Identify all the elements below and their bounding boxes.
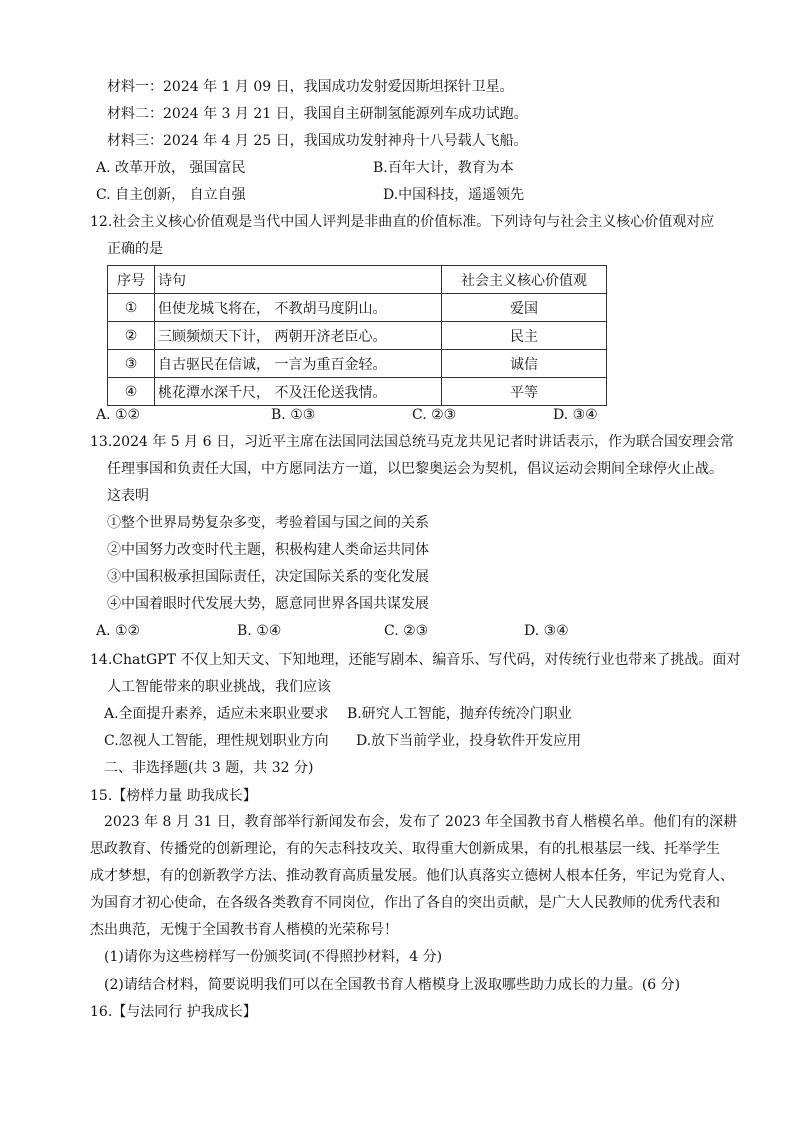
q12-option-c: C. ②③ xyxy=(412,407,457,423)
section-heading: 二、非选择题(共 3 题，共 32 分) xyxy=(104,760,314,776)
table-cell: ① xyxy=(108,294,155,322)
table-cell: 爱国 xyxy=(442,294,607,322)
table-cell: 三顾频烦天下计， 两朝开济老臣心。 xyxy=(155,322,442,350)
q12-stem: 12.社会主义核心价值观是当代中国人评判是非曲直的价值标准。下列诗句与社会主义核心价值观对应 xyxy=(90,214,715,230)
q11-option-a: A. 改革开放， 强国富民 xyxy=(96,160,246,176)
material-2: 材料二：2024 年 3 月 21 日，我国自主研制氢能源列车成功试跑。 xyxy=(107,106,528,122)
table-cell: ② xyxy=(108,322,155,350)
q15-title: 15.【榜样力量 助我成长】 xyxy=(90,788,257,804)
table-cell: 桃花潭水深千尺， 不及汪伦送我情。 xyxy=(155,378,442,406)
q15-paragraph-line: 2023 年 8 月 31 日，教育部举行新闻发布会，发布了 2023 年全国教书育人楷模名单。他们有的深耕 xyxy=(104,814,738,830)
q13-item-1: ①整个世界局势复杂多变，考验着国与国之间的关系 xyxy=(107,515,429,531)
q12-stem-cont: 正确的是 xyxy=(107,241,163,257)
q14-option-d: D.放下当前学业，投身软件开发应用 xyxy=(356,733,582,749)
q12-option-b: B. ①③ xyxy=(271,407,316,423)
q13-item-3: ③中国积极承担国际责任，决定国际关系的变化发展 xyxy=(107,569,429,585)
q15-paragraph-line: 成才梦想，有的创新教学方法、推动教育高质量发展。他们认真落实立德树人根本任务，牢记为党育人、 xyxy=(90,868,734,884)
material-3: 材料三：2024 年 4 月 25 日，我国成功发射神舟十八号载人飞船。 xyxy=(107,133,528,149)
q14-stem: 14.ChatGPT 不仅上知天文、下知地理，还能写剧本、编音乐、写代码，对传统行业也带来了挑战。面对 xyxy=(90,652,741,668)
q13-option-d: D. ③④ xyxy=(524,623,569,639)
table-header: 诗句 xyxy=(155,266,442,294)
q11-option-c: C. 自主创新， 自立自强 xyxy=(96,187,246,203)
q11-option-d: D.中国科技，遥遥领先 xyxy=(383,187,525,203)
q13-stem-cont2: 这表明 xyxy=(107,488,149,504)
table-cell: 自古驱民在信诚， 一言为重百金轻。 xyxy=(155,350,442,378)
q12-option-d: D. ③④ xyxy=(553,407,598,423)
material-1: 材料一：2024 年 1 月 09 日，我国成功发射爱因斯坦探针卫星。 xyxy=(107,79,514,95)
table-header: 序号 xyxy=(108,266,155,294)
table-header-row xyxy=(108,266,607,294)
q15-sub-question-1: (1)请你为这些榜样写一份颁奖词(不得照抄材料，4 分) xyxy=(104,949,443,965)
q15-paragraph-line: 杰出典范，无愧于全国教书育人楷模的光荣称号！ xyxy=(90,922,398,938)
q13-option-b: B. ①④ xyxy=(237,623,282,639)
q12-option-a: A. ①② xyxy=(96,407,141,423)
q12-table xyxy=(107,265,607,406)
q14-option-c: C.忽视人工智能，理性规划职业方向 xyxy=(104,733,329,749)
q14-option-a: A.全面提升素养，适应未来职业要求 xyxy=(104,706,329,722)
table-row xyxy=(108,350,607,378)
table-header: 社会主义核心价值观 xyxy=(442,266,607,294)
table-cell: ④ xyxy=(108,378,155,406)
table-cell: 民主 xyxy=(442,322,607,350)
q13-option-a: A. ①② xyxy=(96,623,141,639)
table-row xyxy=(108,378,607,406)
q11-option-b: B.百年大计，教育为本 xyxy=(373,160,514,176)
table-cell: 诚信 xyxy=(442,350,607,378)
q16-title: 16.【与法同行 护我成长】 xyxy=(90,1004,257,1020)
q13-stem-cont: 任理事国和负责任大国，中方愿同法方一道，以巴黎奥运会为契机，倡议运动会期间全球停火止战。 xyxy=(107,461,723,477)
q15-paragraph-line: 为国育才初心使命，在各级各类教育不同岗位，作出了各自的突出贡献，是广大人民教师的优秀代表和 xyxy=(90,895,720,911)
table-row xyxy=(108,322,607,350)
q15-paragraph-line: 思政教育、传播党的创新理论，有的矢志科技攻关、取得重大创新成果，有的扎根基层一线、托举学生 xyxy=(90,841,720,857)
q14-stem-cont: 人工智能带来的职业挑战，我们应该 xyxy=(107,679,331,695)
q14-option-b: B.研究人工智能，抛弃传统冷门职业 xyxy=(347,706,572,722)
q13-option-c: C. ②③ xyxy=(384,623,429,639)
q13-item-2: ②中国努力改变时代主题，积极构建人类命运共同体 xyxy=(107,542,429,558)
table-cell: 但使龙城飞将在， 不教胡马度阴山。 xyxy=(155,294,442,322)
q13-item-4: ④中国着眼时代发展大势，愿意同世界各国共谋发展 xyxy=(107,596,429,612)
table-cell: ③ xyxy=(108,350,155,378)
q15-sub-question-2: (2)请结合材料，简要说明我们可以在全国教书育人楷模身上汲取哪些助力成长的力量。(6 分) xyxy=(104,977,681,993)
table-row xyxy=(108,294,607,322)
table-cell: 平等 xyxy=(442,378,607,406)
q13-stem: 13.2024 年 5 月 6 日，习近平主席在法国同法国总统马克龙共见记者时讲话表示，作为联合国安理会常 xyxy=(90,434,734,450)
